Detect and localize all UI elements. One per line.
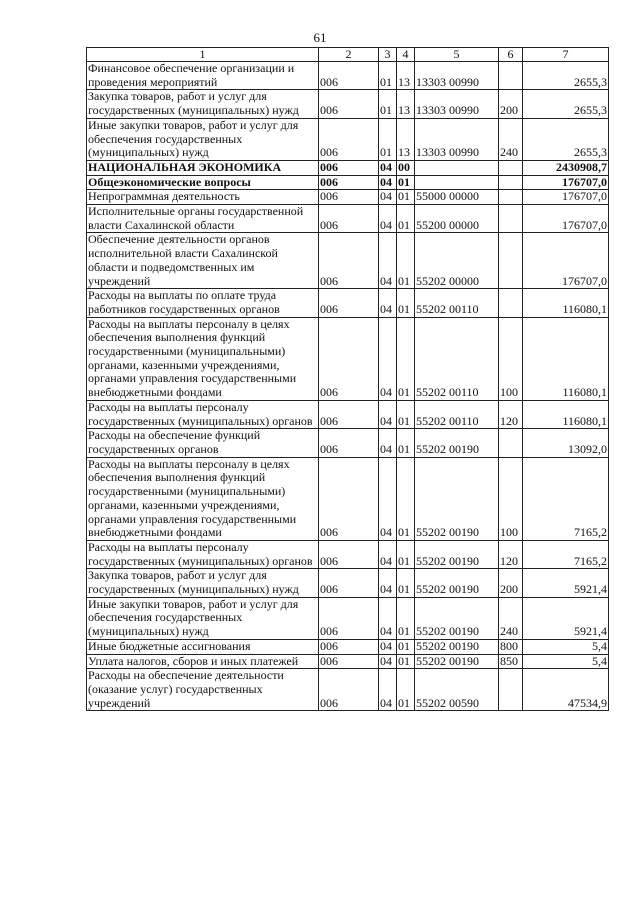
row-expense-type: 100 bbox=[499, 457, 523, 540]
row-admin-code: 006 bbox=[319, 289, 379, 317]
row-name: Обеспечение деятельности органов исполнительной власти Сахалинской области и подведомственных им учреждений bbox=[87, 233, 319, 289]
table-row bbox=[87, 90, 609, 118]
row-target-article: 55202 00590 bbox=[415, 669, 499, 711]
row-amount: 5921,4 bbox=[523, 569, 609, 597]
row-section: 04 bbox=[379, 429, 397, 457]
row-target-article: 55202 00190 bbox=[415, 597, 499, 639]
row-name: Исполнительные органы государственной власти Сахалинской области bbox=[87, 205, 319, 233]
row-amount: 5921,4 bbox=[523, 597, 609, 639]
row-name: Расходы на обеспечение деятельности (оказание услуг) государственных учреждений bbox=[87, 669, 319, 711]
row-admin-code: 006 bbox=[319, 62, 379, 90]
row-name: Расходы на обеспечение функций государственных органов bbox=[87, 429, 319, 457]
row-amount: 176707,0 bbox=[523, 175, 609, 190]
table-row bbox=[87, 118, 609, 160]
row-amount: 116080,1 bbox=[523, 317, 609, 400]
row-name: Иные бюджетные ассигнования bbox=[87, 639, 319, 654]
row-expense-type: 200 bbox=[499, 569, 523, 597]
row-name: НАЦИОНАЛЬНАЯ ЭКОНОМИКА bbox=[87, 160, 319, 175]
row-section: 04 bbox=[379, 317, 397, 400]
row-target-article: 55000 00000 bbox=[415, 190, 499, 205]
row-subsection: 01 bbox=[397, 639, 415, 654]
row-expense-type: 120 bbox=[499, 400, 523, 428]
row-name: Уплата налогов, сборов и иных платежей bbox=[87, 654, 319, 669]
row-admin-code: 006 bbox=[319, 317, 379, 400]
row-target-article: 55202 00110 bbox=[415, 400, 499, 428]
row-admin-code: 006 bbox=[319, 654, 379, 669]
row-subsection: 01 bbox=[397, 190, 415, 205]
row-subsection: 00 bbox=[397, 160, 415, 175]
row-target-article: 55200 00000 bbox=[415, 205, 499, 233]
row-name: Непрограммная деятельность bbox=[87, 190, 319, 205]
row-name: Расходы на выплаты персоналу в целях обеспечения выполнения функций государственными (муниципальными) органами, казенными учреждениями, органами управления государственными внебюджетными фондами bbox=[87, 317, 319, 400]
table-row bbox=[87, 205, 609, 233]
row-subsection: 13 bbox=[397, 90, 415, 118]
row-target-article: 55202 00190 bbox=[415, 639, 499, 654]
table-row bbox=[87, 160, 609, 175]
row-subsection: 01 bbox=[397, 175, 415, 190]
table-row bbox=[87, 569, 609, 597]
row-subsection: 01 bbox=[397, 205, 415, 233]
row-admin-code: 006 bbox=[319, 429, 379, 457]
table-row bbox=[87, 400, 609, 428]
row-name: Закупка товаров, работ и услуг для государственных (муниципальных) нужд bbox=[87, 569, 319, 597]
row-admin-code: 006 bbox=[319, 118, 379, 160]
header-cell: 6 bbox=[499, 48, 523, 62]
row-section: 04 bbox=[379, 669, 397, 711]
row-name: Расходы на выплаты персоналу государственных (муниципальных) органов bbox=[87, 400, 319, 428]
row-amount: 116080,1 bbox=[523, 400, 609, 428]
row-name: Расходы на выплаты персоналу государственных (муниципальных) органов bbox=[87, 540, 319, 568]
row-subsection: 01 bbox=[397, 669, 415, 711]
row-target-article: 55202 00190 bbox=[415, 457, 499, 540]
row-target-article: 55202 00190 bbox=[415, 654, 499, 669]
row-admin-code: 006 bbox=[319, 205, 379, 233]
row-section: 04 bbox=[379, 190, 397, 205]
row-name: Общеэкономические вопросы bbox=[87, 175, 319, 190]
header-cell: 4 bbox=[397, 48, 415, 62]
row-subsection: 01 bbox=[397, 540, 415, 568]
row-section: 04 bbox=[379, 175, 397, 190]
row-section: 04 bbox=[379, 540, 397, 568]
row-subsection: 01 bbox=[397, 597, 415, 639]
row-amount: 5,4 bbox=[523, 654, 609, 669]
row-amount: 2655,3 bbox=[523, 62, 609, 90]
row-expense-type: 850 bbox=[499, 654, 523, 669]
row-section: 01 bbox=[379, 62, 397, 90]
row-expense-type: 800 bbox=[499, 639, 523, 654]
row-name: Иные закупки товаров, работ и услуг для обеспечения государственных (муниципальных) нужд bbox=[87, 118, 319, 160]
row-expense-type bbox=[499, 289, 523, 317]
row-section: 04 bbox=[379, 205, 397, 233]
row-expense-type bbox=[499, 160, 523, 175]
row-target-article bbox=[415, 175, 499, 190]
row-target-article: 55202 00110 bbox=[415, 317, 499, 400]
row-section: 01 bbox=[379, 118, 397, 160]
row-expense-type bbox=[499, 190, 523, 205]
row-section: 04 bbox=[379, 569, 397, 597]
row-expense-type bbox=[499, 429, 523, 457]
row-section: 04 bbox=[379, 160, 397, 175]
row-admin-code: 006 bbox=[319, 175, 379, 190]
row-subsection: 01 bbox=[397, 289, 415, 317]
row-expense-type: 100 bbox=[499, 317, 523, 400]
row-amount: 116080,1 bbox=[523, 289, 609, 317]
budget-table bbox=[86, 47, 609, 711]
row-expense-type bbox=[499, 233, 523, 289]
row-name: Расходы на выплаты по оплате труда работников государственных органов bbox=[87, 289, 319, 317]
header-cell: 7 bbox=[523, 48, 609, 62]
row-admin-code: 006 bbox=[319, 90, 379, 118]
row-name: Закупка товаров, работ и услуг для государственных (муниципальных) нужд bbox=[87, 90, 319, 118]
row-admin-code: 006 bbox=[319, 160, 379, 175]
row-expense-type: 200 bbox=[499, 90, 523, 118]
row-target-article: 13303 00990 bbox=[415, 118, 499, 160]
row-name: Финансовое обеспечение организации и проведения мероприятий bbox=[87, 62, 319, 90]
row-subsection: 01 bbox=[397, 317, 415, 400]
row-subsection: 01 bbox=[397, 400, 415, 428]
row-name: Иные закупки товаров, работ и услуг для обеспечения государственных (муниципальных) нужд bbox=[87, 597, 319, 639]
row-section: 04 bbox=[379, 233, 397, 289]
row-target-article bbox=[415, 160, 499, 175]
row-admin-code: 006 bbox=[319, 569, 379, 597]
row-expense-type bbox=[499, 175, 523, 190]
row-section: 01 bbox=[379, 90, 397, 118]
table-row bbox=[87, 429, 609, 457]
row-section: 04 bbox=[379, 597, 397, 639]
table-row bbox=[87, 654, 609, 669]
row-subsection: 13 bbox=[397, 118, 415, 160]
header-cell: 2 bbox=[319, 48, 379, 62]
row-subsection: 13 bbox=[397, 62, 415, 90]
row-admin-code: 006 bbox=[319, 597, 379, 639]
row-amount: 176707,0 bbox=[523, 233, 609, 289]
row-target-article: 55202 00190 bbox=[415, 569, 499, 597]
table-row bbox=[87, 639, 609, 654]
row-expense-type bbox=[499, 669, 523, 711]
row-subsection: 01 bbox=[397, 654, 415, 669]
row-target-article: 13303 00990 bbox=[415, 62, 499, 90]
row-target-article: 13303 00990 bbox=[415, 90, 499, 118]
row-amount: 7165,2 bbox=[523, 457, 609, 540]
row-section: 04 bbox=[379, 289, 397, 317]
header-cell: 3 bbox=[379, 48, 397, 62]
row-section: 04 bbox=[379, 639, 397, 654]
row-amount: 2655,3 bbox=[523, 118, 609, 160]
row-admin-code: 006 bbox=[319, 540, 379, 568]
table-row bbox=[87, 540, 609, 568]
row-subsection: 01 bbox=[397, 569, 415, 597]
row-name: Расходы на выплаты персоналу в целях обеспечения выполнения функций государственными (муниципальными) органами, казенными учреждениями, органами управления государственными внебюджетными фондами bbox=[87, 457, 319, 540]
row-section: 04 bbox=[379, 400, 397, 428]
table-row bbox=[87, 597, 609, 639]
row-expense-type: 120 bbox=[499, 540, 523, 568]
row-subsection: 01 bbox=[397, 429, 415, 457]
row-section: 04 bbox=[379, 654, 397, 669]
header-row bbox=[87, 48, 609, 62]
row-subsection: 01 bbox=[397, 457, 415, 540]
row-target-article: 55202 00000 bbox=[415, 233, 499, 289]
row-section: 04 bbox=[379, 457, 397, 540]
row-admin-code: 006 bbox=[319, 639, 379, 654]
row-admin-code: 006 bbox=[319, 233, 379, 289]
row-target-article: 55202 00110 bbox=[415, 289, 499, 317]
row-expense-type: 240 bbox=[499, 597, 523, 639]
table-row bbox=[87, 289, 609, 317]
table-row bbox=[87, 62, 609, 90]
table-row bbox=[87, 669, 609, 711]
row-target-article: 55202 00190 bbox=[415, 429, 499, 457]
header-cell: 5 bbox=[415, 48, 499, 62]
row-amount: 176707,0 bbox=[523, 190, 609, 205]
table-row bbox=[87, 190, 609, 205]
row-amount: 47534,9 bbox=[523, 669, 609, 711]
row-amount: 2655,3 bbox=[523, 90, 609, 118]
row-expense-type bbox=[499, 62, 523, 90]
row-admin-code: 006 bbox=[319, 400, 379, 428]
table-row bbox=[87, 457, 609, 540]
row-admin-code: 006 bbox=[319, 190, 379, 205]
row-amount: 5,4 bbox=[523, 639, 609, 654]
header-cell: 1 bbox=[87, 48, 319, 62]
page-number: 61 bbox=[313, 30, 327, 45]
table-row bbox=[87, 233, 609, 289]
row-expense-type bbox=[499, 205, 523, 233]
row-subsection: 01 bbox=[397, 233, 415, 289]
row-amount: 2430908,7 bbox=[523, 160, 609, 175]
row-admin-code: 006 bbox=[319, 669, 379, 711]
row-amount: 13092,0 bbox=[523, 429, 609, 457]
row-amount: 7165,2 bbox=[523, 540, 609, 568]
row-target-article: 55202 00190 bbox=[415, 540, 499, 568]
row-admin-code: 006 bbox=[319, 457, 379, 540]
row-expense-type: 240 bbox=[499, 118, 523, 160]
row-amount: 176707,0 bbox=[523, 205, 609, 233]
table-row bbox=[87, 317, 609, 400]
table-row bbox=[87, 175, 609, 190]
